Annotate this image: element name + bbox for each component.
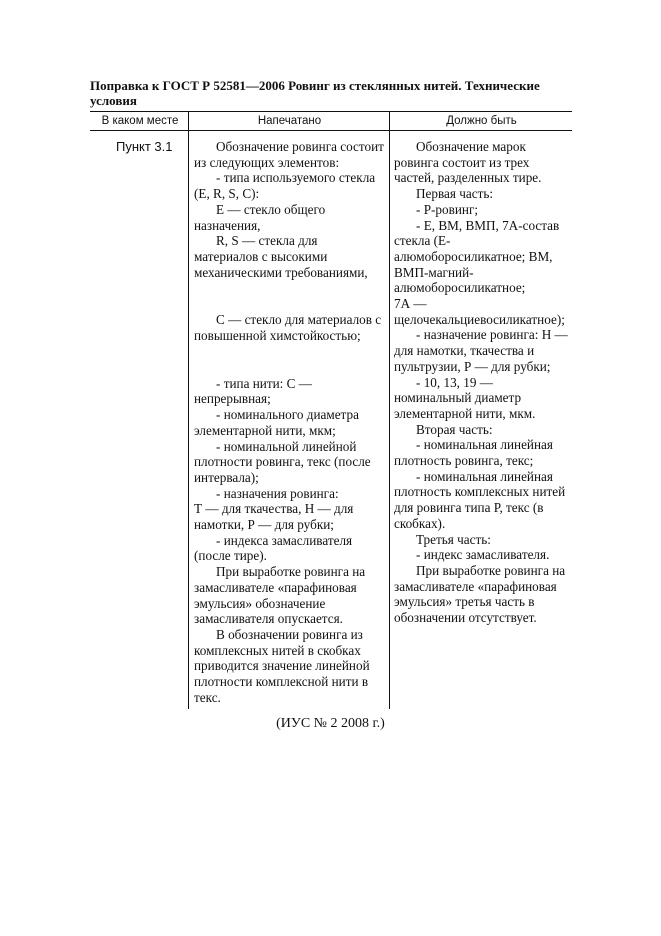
correct-paragraph: - 10, 13, 19 — номинальный диаметр элементарной нити, мкм. (394, 374, 536, 421)
correct-paragraph: 7А — щелочекальциевосиликатное); (394, 296, 565, 327)
printed-paragraph: C — стекло для материалов с повышенной химстойкостью; (194, 312, 382, 344)
correct-paragraph: При выработке ровинга на замасливателе «парафиновая эмульсия» третья часть в обозначении отсутствует. (394, 562, 566, 626)
printed-paragraph: - типа нити: С — непрерывная; (194, 375, 312, 407)
printed-paragraph (194, 344, 385, 376)
printed-paragraph: В обозначении ровинга из комплексных нитей в скобках приводится значение линейной плотности комплексной нити в текс. (194, 626, 370, 705)
printed-paragraph: - номинальной линейной плотности ровинга, текс (после интервала); (194, 438, 371, 485)
correct-paragraph: Вторая часть: (416, 421, 493, 437)
printed-column (194, 139, 385, 706)
header-correct: Должно быть (446, 115, 517, 127)
column-divider-1 (188, 111, 189, 709)
column-divider-2 (389, 111, 390, 709)
header-place: В каком месте (101, 115, 179, 127)
printed-paragraph: - назначения ровинга: (216, 485, 339, 501)
table-top-rule (90, 111, 572, 112)
correct-paragraph: Первая часть: (416, 186, 494, 202)
correct-paragraph: Обозначение марок ровинга состоит из трех частей, разделенных тире. (394, 139, 542, 186)
printed-paragraph: Обозначение ровинга состоит из следующих элементов: (194, 139, 384, 170)
footer-note: (ИУС № 2 2008 г.) (276, 716, 385, 731)
correct-paragraph: - номинальная линейная плотность ровинга, текс; (394, 437, 553, 469)
correct-paragraph: - Р-ровинг; (416, 201, 479, 217)
printed-paragraph: R, S — стекла для материалов с высокими механическими требованиями, (194, 233, 368, 280)
printed-paragraph: - индекса замасливателя (после тире). (194, 532, 353, 564)
document-title: Поправка к ГОСТ Р 52581—2006 Ровинг из стеклянных нитей. Технические условия (90, 78, 540, 108)
table-header-rule (90, 130, 572, 131)
header-printed: Напечатано (257, 115, 322, 127)
place-cell: Пункт 3.1 (116, 139, 173, 154)
printed-paragraph: - типа используемого стекла (E, R, S, C): (194, 170, 376, 202)
correct-paragraph: - номинальная линейная плотность комплексных нитей для ровинга типа Р, текс (в скобках). (394, 468, 566, 531)
printed-paragraph (194, 280, 385, 312)
correct-paragraph: - назначение ровинга: Н — для намотки, ткачества и пультрузии, Р — для рубки; (394, 327, 568, 374)
printed-paragraph: Т — для ткачества, Н — для намотки, Р — для рубки; (194, 501, 354, 533)
correct-column (394, 139, 571, 626)
printed-paragraph: - номинального диаметра элементарной нити, мкм; (194, 407, 359, 438)
printed-paragraph: E — стекло общего назначения, (194, 201, 326, 233)
printed-paragraph: При выработке ровинга на замасливателе «парафиновая эмульсия» обозначение замасливателя опускается. (194, 564, 366, 627)
correct-paragraph: Третья часть: (416, 531, 491, 547)
correct-paragraph: - индекс замасливателя. (416, 547, 550, 563)
correct-paragraph: - Е, ВМ, ВМП, 7А-состав стекла (Е-алюмоборосиликатное; ВМ, ВМП-магний-алюмоборосиликатное; (394, 217, 560, 296)
